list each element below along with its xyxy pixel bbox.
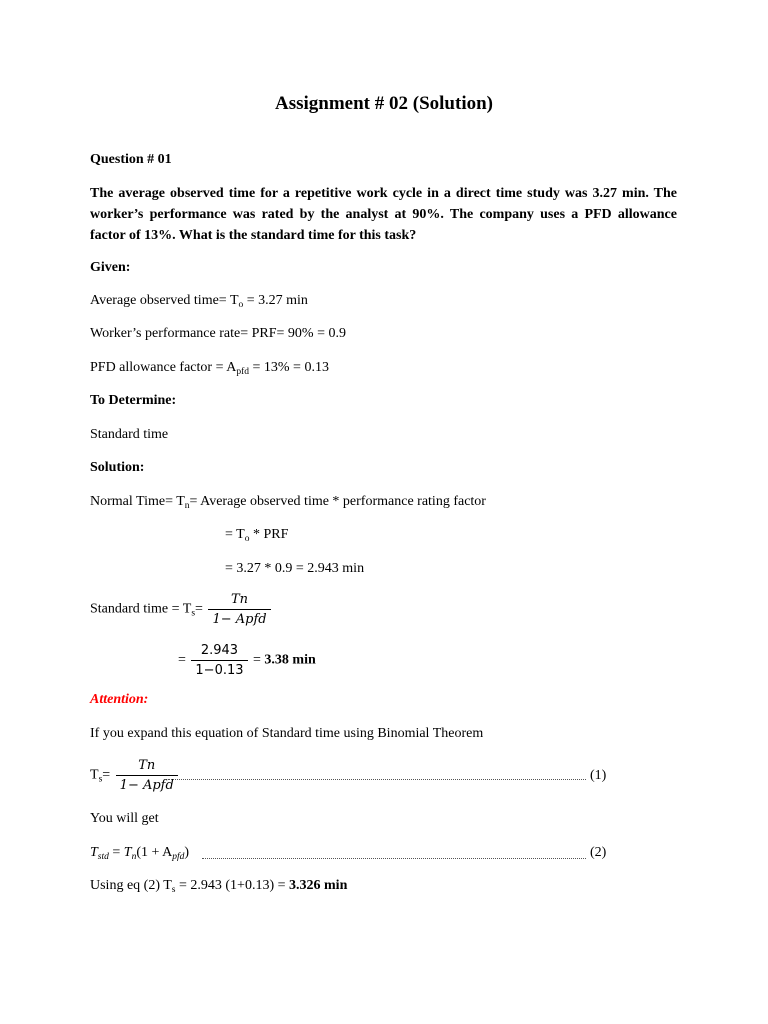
problem-statement: The average observed time for a repetitive work cycle in a direct time study was 3.27 min. The worker’s performance was rated by the analyst at 90%. The company uses a PFD allowance factor of 13%. What is the standard time for this task? — [90, 186, 677, 243]
final-calculation: Using eq (2) $T_s = 2.943$ (1+0.13) = 3.326 min — [90, 878, 348, 895]
equation-1-denominator: 1− Apfd — [119, 778, 174, 793]
equation-1-numerator: Tn — [116, 758, 178, 776]
given-heading: Given: — [90, 260, 131, 275]
question-heading: Question # 01 — [90, 152, 172, 167]
determine-text: Standard time — [90, 427, 169, 442]
equation-1-fraction — [116, 758, 178, 793]
you-will-get: You will get — [90, 811, 159, 826]
normal-time-value: = 3.27 * 0.9 = 2.943 min — [225, 561, 365, 576]
calculation-fraction — [191, 643, 247, 678]
equation-2-number: (2) — [590, 845, 607, 860]
fraction-denominator: 1− Apfd — [212, 612, 267, 627]
equation-2: $T_{std} = T_n(1 + A_{pfd})$ — [90, 845, 190, 862]
calculation-denominator: 1−0.13 — [195, 663, 244, 678]
standard-time-calculation: = $\frac{2.943}{1-0.13}$ = 3.38 min — [178, 643, 316, 678]
normal-time-definition: Normal Time= $T_n=$ Average observed time * performance rating factor — [90, 494, 486, 511]
given-pfd-factor: PFD allowance factor = $A_{pfd} = 13\% = 0.13$ — [90, 360, 329, 377]
given-performance-rate: Worker’s performance rate= PRF= 90% = 0.9 — [90, 326, 346, 341]
normal-time-formula: = $T_o$ * PRF — [225, 527, 289, 544]
equation-1: $T_s=$ $\frac{Tn}{\text{1− Apfd}}$ — [90, 758, 180, 793]
determine-heading: To Determine: — [90, 393, 177, 408]
given-observed-time: Average observed time= $T_o = 3.27$ min — [90, 293, 308, 310]
standard-time-fraction — [208, 592, 270, 627]
attention-label: Attention: — [90, 692, 149, 707]
standard-time-result: 3.38 min — [264, 652, 316, 668]
final-result: 3.326 min — [289, 878, 348, 893]
page-title: Assignment # 02 (Solution) — [275, 93, 493, 114]
standard-time-formula: Standard time = $T_s=$ $\frac{Tn}{\text{1− Apfd}}$ — [90, 592, 273, 627]
equation-1-leader-dots — [168, 777, 586, 780]
equation-1-number: (1) — [590, 768, 607, 783]
binomial-note: If you expand this equation of Standard time using Binomial Theorem — [90, 726, 484, 741]
solution-heading: Solution: — [90, 460, 145, 475]
fraction-numerator: Tn — [208, 592, 270, 610]
equation-2-leader-dots — [202, 856, 586, 859]
calculation-numerator: 2.943 — [191, 643, 247, 661]
